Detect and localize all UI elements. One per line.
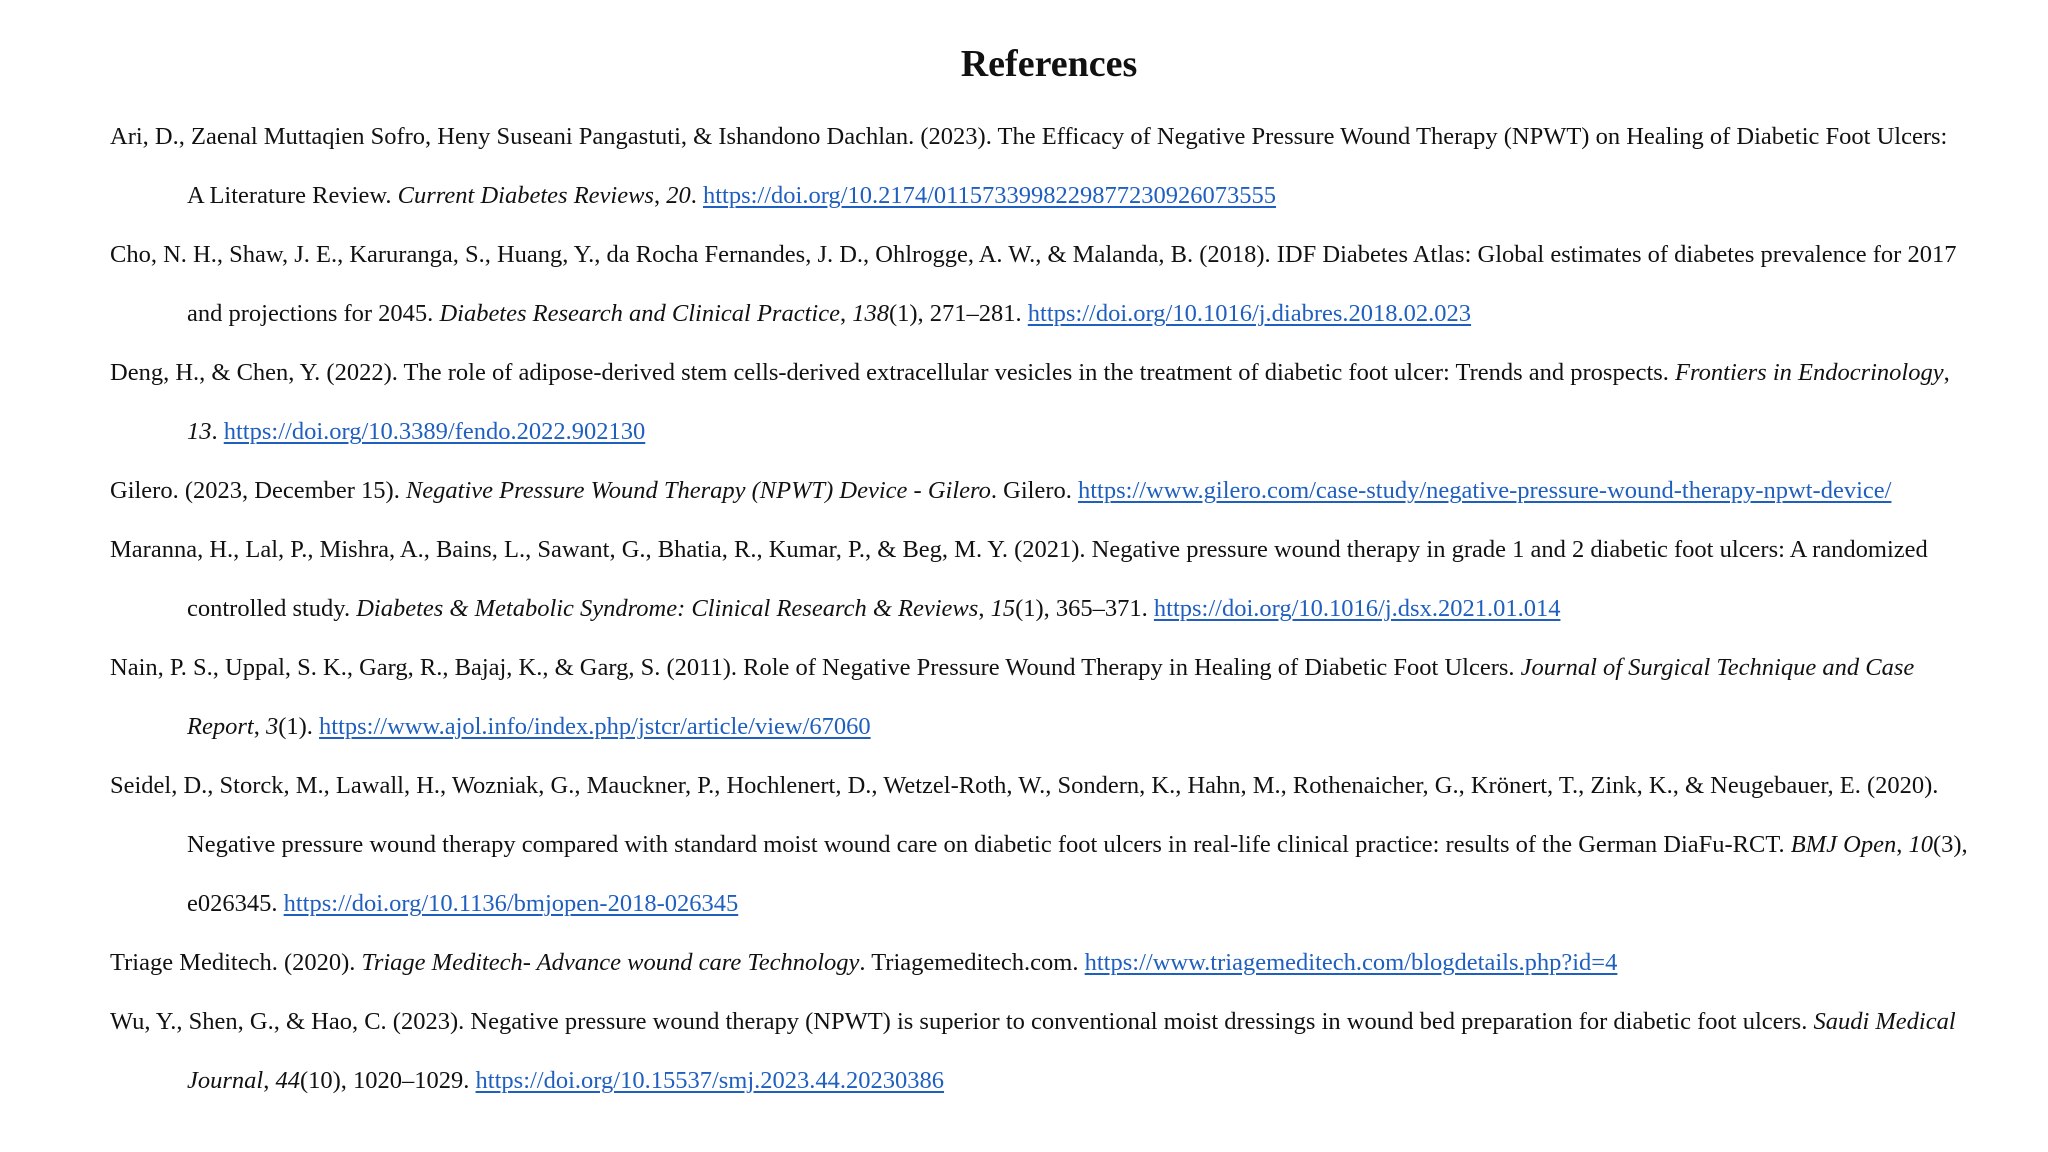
page-title-italic: Negative Pressure Wound Therapy (NPWT) Device - Gilero [405, 477, 991, 504]
reference-cho-line-1 [110, 238, 1956, 272]
reference-text: Deng, H., & Chen, Y. (2022). The role of adipose-derived stem cells-derived extracellular vesicles in the treatment of diabetic foot ulcer: Trends and prospects. [110, 359, 1676, 386]
reference-text: , [263, 1067, 276, 1094]
reference-wu-line-1 [110, 1005, 1956, 1039]
reference-text: (1). [278, 713, 320, 740]
reference-cho-doi-link[interactable]: https://doi.org/10.1016/j.diabres.2018.02.023 [1027, 300, 1472, 327]
reference-text: controlled study. [187, 595, 357, 622]
reference-gilero-url-link[interactable]: https://www.gilero.com/case-study/negative-pressure-wound-therapy-npwt-device/ [1077, 477, 1892, 504]
journal-volume: 138 [852, 300, 889, 327]
reference-nain-line-1 [110, 651, 1914, 685]
reference-text: Wu, Y., Shen, G., & Hao, C. (2023). Negative pressure wound therapy (NPWT) is superior to conventional moist dressings in wound bed preparation for diabetic foot ulcers. [110, 1008, 1814, 1035]
reference-text: . [211, 418, 224, 445]
reference-triage-url-link[interactable]: https://www.triagemeditech.com/blogdetails.php?id=4 [1084, 949, 1618, 976]
reference-seidel-doi-link[interactable]: https://doi.org/10.1136/bmjopen-2018-026345 [283, 890, 739, 917]
journal-title: Diabetes Research and Clinical Practice [439, 300, 840, 327]
journal-volume: 44 [275, 1067, 300, 1094]
reference-text: Maranna, H., Lal, P., Mishra, A., Bains, L., Sawant, G., Bhatia, R., Kumar, P., & Beg, M. Y. (2021). Negative pressure wound therapy in grade 1 and 2 diabetic foot ulcers: A randomized [110, 536, 1928, 563]
reference-wu-doi-link[interactable]: https://doi.org/10.15537/smj.2023.44.20230386 [475, 1067, 945, 1094]
reference-gilero-line-1 [110, 474, 1891, 508]
journal-title: BMJ Open [1790, 831, 1897, 858]
journal-title: Frontiers in Endocrinology [1675, 359, 1944, 386]
journal-title: Diabetes & Metabolic Syndrome: Clinical Research & Reviews [356, 595, 979, 622]
page-title: References [960, 43, 1138, 85]
reference-text: (3), [1932, 831, 1968, 858]
reference-deng-doi-link[interactable]: https://doi.org/10.3389/fendo.2022.902130 [223, 418, 646, 445]
reference-cho-line-2 [187, 297, 1471, 331]
reference-text: . Triagemeditech.com. [859, 949, 1085, 976]
journal-volume: 13 [187, 418, 212, 445]
reference-maranna-line-1 [110, 533, 1928, 567]
reference-text: Triage Meditech. (2020). [110, 949, 362, 976]
journal-volume: 15 [990, 595, 1016, 622]
reference-text: (1), 365–371. [1015, 595, 1154, 622]
reference-text: . Gilero. [990, 477, 1078, 504]
reference-text: , [253, 713, 266, 740]
reference-text: Gilero. (2023, December 15). [110, 477, 406, 504]
page-title-italic: Triage Meditech- Advance wound care Technology [361, 949, 860, 976]
reference-text: . [690, 182, 703, 209]
journal-volume: 3 [265, 713, 279, 740]
reference-seidel-line-1 [110, 769, 1938, 803]
reference-text: and projections for 2045. [187, 300, 440, 327]
reference-text: (10), 1020–1029. [299, 1067, 476, 1094]
reference-text: Nain, P. S., Uppal, S. K., Garg, R., Bajaj, K., & Garg, S. (2011). Role of Negative Pressure Wound Therapy in Healing of Diabetic Foot Ulcers. [110, 654, 1521, 681]
reference-triage-line-1 [110, 946, 1617, 980]
reference-ari-doi-link[interactable]: https://doi.org/10.2174/0115733998229877230926073555 [702, 182, 1277, 209]
reference-text: , [978, 595, 991, 622]
reference-ari-line-2 [187, 179, 1276, 213]
reference-seidel-line-2 [187, 828, 1968, 862]
journal-volume: 10 [1908, 831, 1933, 858]
reference-maranna-doi-link[interactable]: https://doi.org/10.1016/j.dsx.2021.01.014 [1153, 595, 1561, 622]
reference-text: , [839, 300, 853, 327]
reference-text: Seidel, D., Storck, M., Lawall, H., Wozniak, G., Mauckner, P., Hochlenert, D., Wetzel-Roth, W., Sondern, K., Hahn, M., Rothenaicher, G., Krönert, T., Zink, K., & Neugebauer, E. (2020). [110, 772, 1939, 799]
reference-text: , [1943, 359, 1950, 386]
journal-title: Report [187, 713, 254, 740]
reference-nain-url-link[interactable]: https://www.ajol.info/index.php/jstcr/article/view/67060 [319, 713, 871, 740]
reference-text: Cho, N. H., Shaw, J. E., Karuranga, S., Huang, Y., da Rocha Fernandes, J. D., Ohlrogge, A. W., & Malanda, B. (2018). IDF Diabetes Atlas: Global estimates of diabetes prevalence for 2017 [110, 241, 1957, 268]
reference-text: (1), 271–281. [888, 300, 1028, 327]
reference-text: Negative pressure wound therapy compared with standard moist wound care on diabetic foot ulcers in real-life clinical practice: results of the German DiaFu-RCT. [187, 831, 1791, 858]
reference-text: Ari, D., Zaenal Muttaqien Sofro, Heny Suseani Pangastuti, & Ishandono Dachlan. (2023). The Efficacy of Negative Pressure Wound Therapy (NPWT) on Healing of Diabetic Foot Ulcers: [110, 123, 1948, 150]
journal-title: Saudi Medical [1813, 1008, 1956, 1035]
reference-text: , [653, 182, 667, 209]
reference-deng-line-1 [110, 356, 1950, 390]
reference-text: , [1896, 831, 1909, 858]
reference-ari-line-1 [110, 120, 1947, 154]
journal-title: Current Diabetes Reviews [397, 182, 654, 209]
journal-title: Journal of Surgical Technique and Case [1520, 654, 1915, 681]
journal-volume: 20 [666, 182, 691, 209]
reference-deng-line-2 [187, 415, 645, 449]
reference-nain-line-2 [187, 710, 871, 744]
reference-maranna-line-2 [187, 592, 1560, 626]
journal-title: Journal [187, 1067, 264, 1094]
reference-seidel-line-3 [187, 887, 738, 921]
reference-text: e026345. [187, 890, 284, 917]
reference-wu-line-2 [187, 1064, 944, 1098]
reference-text: A Literature Review. [187, 182, 398, 209]
